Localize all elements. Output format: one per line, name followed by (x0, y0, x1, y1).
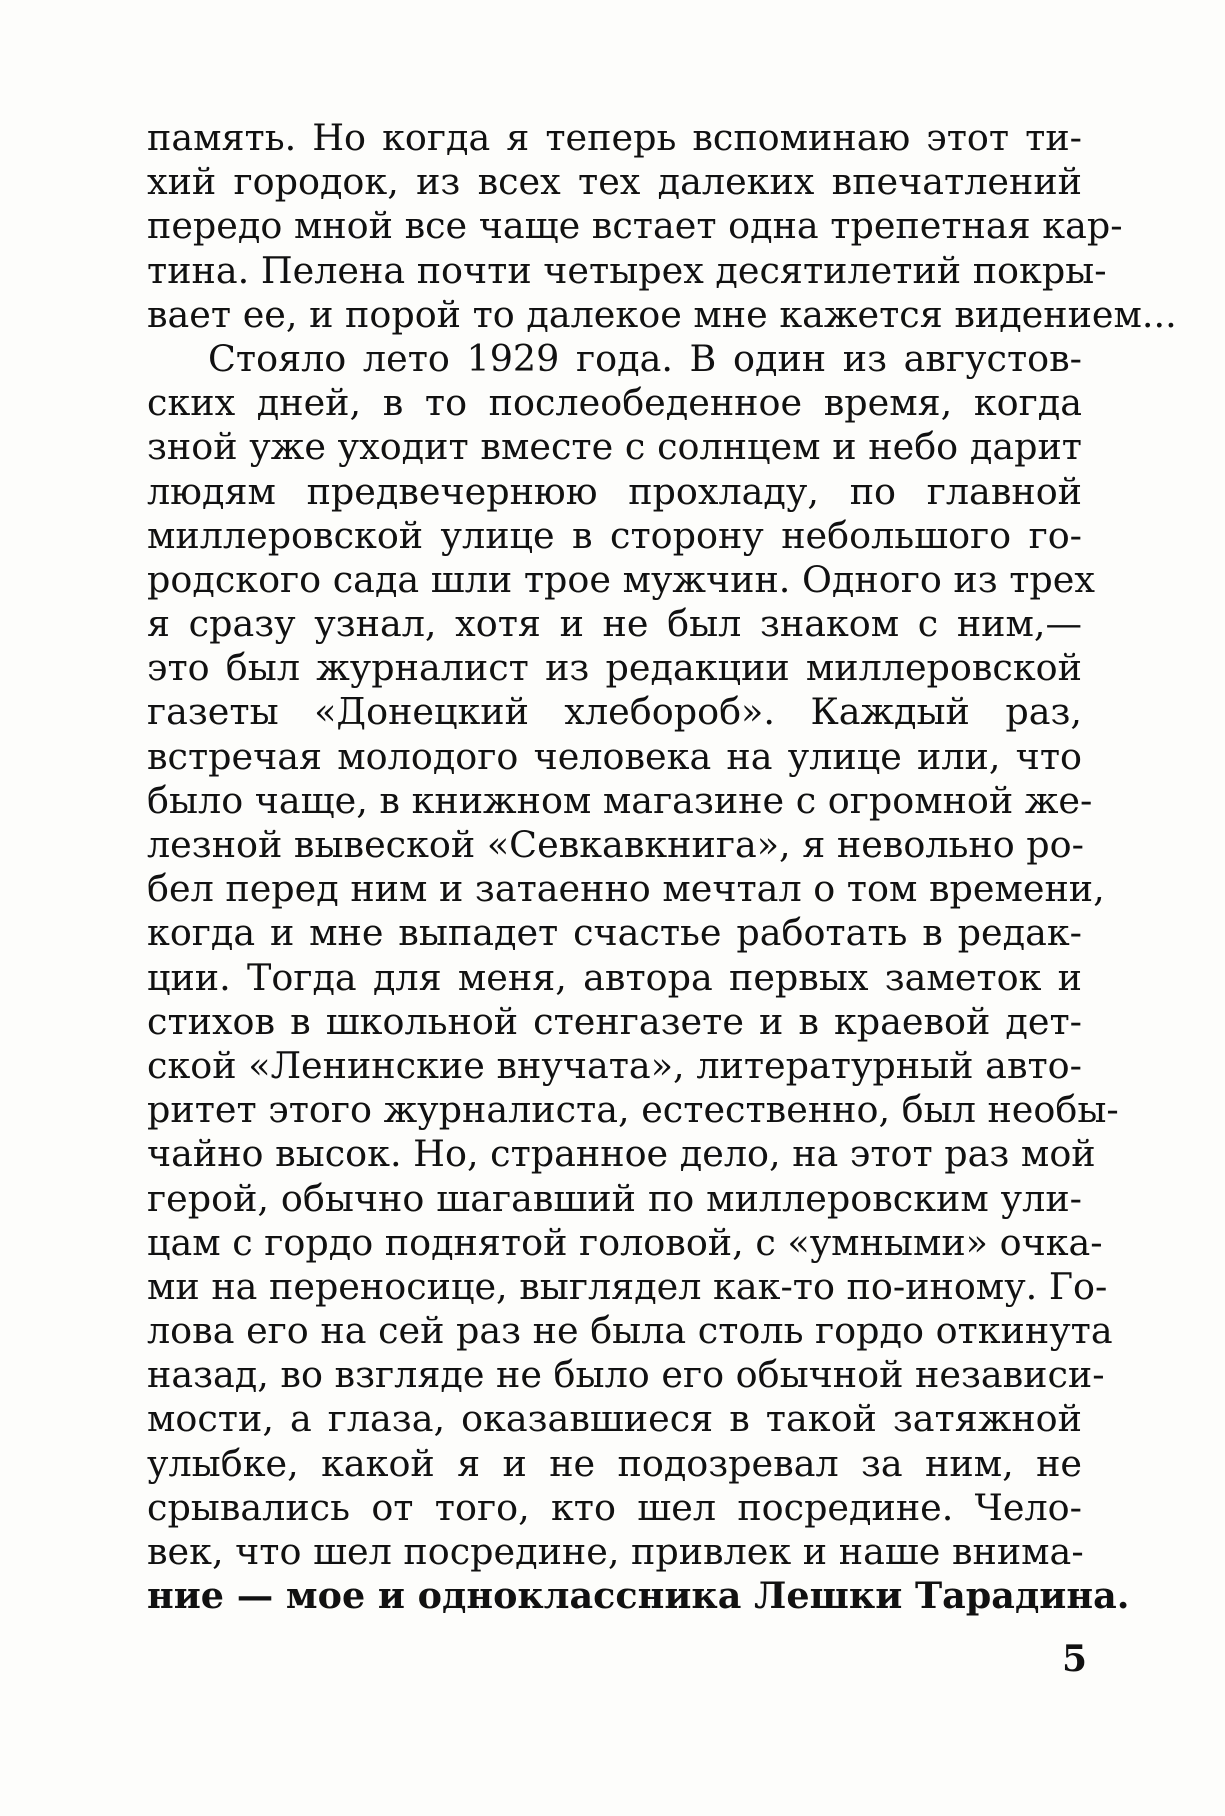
text-line: вает ее, и порой то далекое мне кажется видением... (147, 292, 1177, 336)
text-line: ских дней, в то послеобеденное время, когда (147, 381, 1082, 425)
text-line: газеты «Донецкий хлебороб». Каждый раз, (147, 690, 1082, 734)
text-line: память. Но когда я теперь вспоминаю этот ти- (147, 116, 1082, 159)
text-line: миллеровской улице в сторону небольшого го- (147, 513, 1082, 557)
text-line: мости, а глаза, оказавшиеся в такой затяжной (147, 1397, 1082, 1441)
text-line: зной уже уходит вместе с солнцем и небо дарит (147, 425, 1082, 469)
text-line: передо мной все чаще встает одна трепетная кар- (147, 204, 1123, 248)
text-line: ми на переносице, выглядел как-то по-иному. Го- (147, 1264, 1108, 1308)
text-line: ской «Ленинские внучата», литературный авто- (147, 1043, 1082, 1087)
text-line: улыбке, какой я и не подозревал за ним, не (147, 1441, 1082, 1485)
text-line: лова его на сей раз не была столь гордо откинута (147, 1309, 1113, 1353)
text-line: когда и мне выпадет счастье работать в редак- (147, 911, 1082, 955)
paragraph-start-line: Стояло лето 1929 года. В один из августов- (208, 336, 1082, 380)
text-line: чайно высок. Но, странное дело, на этот раз мой (147, 1132, 1096, 1176)
text-line: стихов в школьной стенгазете и в краевой дет- (147, 999, 1082, 1043)
text-line: срывались от того, кто шел посредине. Чело- (147, 1485, 1082, 1529)
text-line: ции. Тогда для меня, автора первых заметок и (147, 955, 1082, 999)
text-line: тина. Пелена почти четырех десятилетий покры- (147, 248, 1107, 292)
text-line: герой, обычно шагавший по миллеровским ули- (147, 1176, 1082, 1220)
text-line: это был журналист из редакции миллеровской (147, 646, 1082, 690)
text-line: цам с гордо поднятой головой, с «умными» очка- (147, 1220, 1103, 1264)
text-line: век, что шел посредине, привлек и наше внима- (147, 1530, 1084, 1573)
text-line: ритет этого журналиста, естественно, был необы- (147, 1088, 1119, 1132)
text-line: бел перед ним и затаенно мечтал о том времени, (147, 867, 1105, 911)
text-line: я сразу узнал, хотя и не был знаком с ним,— (147, 602, 1082, 646)
page-number: 5 (1062, 1638, 1088, 1680)
text-line: лезной вывеской «Севкавкнига», я невольно ро- (147, 823, 1084, 866)
text-line: было чаще, в книжном магазине с огромной же- (147, 778, 1093, 822)
text-line: назад, во взгляде не было его обычной независи- (147, 1353, 1105, 1397)
text-line: хий городок, из всех тех далеких впечатлений (147, 160, 1082, 204)
text-line: людям предвечернюю прохладу, по главной (147, 469, 1082, 513)
text-line: родского сада шли трое мужчин. Одного из трех (147, 557, 1095, 601)
text-line: ние — мое и одноклассника Лешки Тарадина. (147, 1574, 1130, 1618)
body-text (147, 116, 1177, 1618)
text-line: встречая молодого человека на улице или, что (147, 734, 1082, 778)
